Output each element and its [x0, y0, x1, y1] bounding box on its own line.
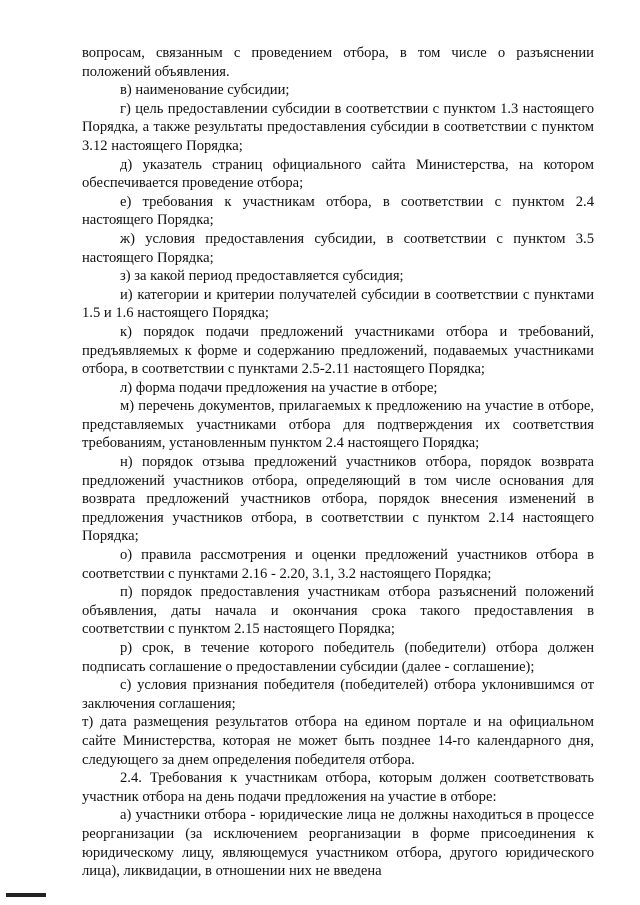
paragraph-continuation: вопросам, связанным с проведением отбора, в том числе о разъяснении положений объявления. — [82, 45, 594, 80]
list-item-zh: ж) условия предоставления субсидии, в соответствии с пунктом 3.5 настоящего Порядка; — [82, 230, 594, 266]
list-item-l: л) форма подачи предложения на участие в отборе; — [120, 379, 438, 396]
list-item-z: з) за какой период предоставляется субсидия; — [120, 268, 404, 285]
list-item-v: в) наименование субсидии; — [120, 82, 290, 99]
list-item-m: м) перечень документов, прилагаемых к предложению на участие в отборе, представляемых участниками отбора для подтверждения их соответствия требованиям, установленным пунктом 2.4 настоящего Порядка; — [82, 398, 594, 452]
list-item-g: г) цель предоставлении субсидии в соответствии с пунктом 1.3 настоящего Порядка, а также результаты предоставления субсидии в соответствии с пунктом 3.12 настоящего Порядка; — [82, 100, 594, 154]
list-item-o: о) правила рассмотрения и оценки предложений участников отбора в соответствии с пунктами 2.16 - 2.20, 3.1, 3.2 настоящего Порядка; — [82, 547, 594, 582]
document-page — [82, 44, 594, 881]
list-item-n: н) порядок отзыва предложений участников отбора, порядок возврата предложений участников отбора, определяющий в том числе основания для возврата предложений участников отбора, порядок внесения изменений в предложения участников отбора, в соответствии с пунктом 2.14 настоящего Порядка; — [82, 454, 594, 545]
list-item-i: и) категории и критерии получателей субсидии в соответствии с пунктами 1.5 и 1.6 настоящего Порядка; — [82, 286, 594, 322]
section-2-4-heading: 2.4. Требования к участникам отбора, которым должен соответствовать участник отбора на день подачи предложения на участие в отборе: — [82, 770, 594, 805]
scan-artifact — [6, 893, 46, 897]
list-item-t: т) дата размещения результатов отбора на едином портале и на официальном сайте Министерства, которая не может быть позднее 14-го календарного дня, следующего за днем определения победителя отбора. — [82, 714, 594, 768]
list-item-s: с) условия признания победителя (победителей) отбора уклонившимся от заключения соглашения; — [82, 677, 594, 712]
list-item-d: д) указатель страниц официального сайта Министерства, на котором обеспечивается проведение отбора; — [82, 156, 594, 192]
list-item-e: е) требования к участникам отбора, в соответствии с пунктом 2.4 настоящего Порядка; — [82, 193, 594, 229]
list-item-r: р) срок, в течение которого победитель (победители) отбора должен подписать соглашение о предоставлении субсидии (далее - соглашение); — [82, 640, 594, 675]
list-item-p: п) порядок предоставления участникам отбора разъяснений положений объявления, даты начала и окончания срока такого предоставления в соответствии с пунктом 2.15 настоящего Порядка; — [82, 584, 594, 638]
list-item-k: к) порядок подачи предложений участниками отбора и требований, предъявляемых к форме и содержанию предложений, подаваемых участниками отбора, в соответствии с пунктами 2.5-2.11 настоящего Порядка; — [82, 323, 594, 378]
list-item-a: а) участники отбора - юридические лица не должны находиться в процессе реорганизации (за исключением реорганизации в форме присоединения к юридическому лицу, являющемуся участником отбора, другого юридического лица), ликвидации, в отношении них не введена — [82, 807, 594, 880]
